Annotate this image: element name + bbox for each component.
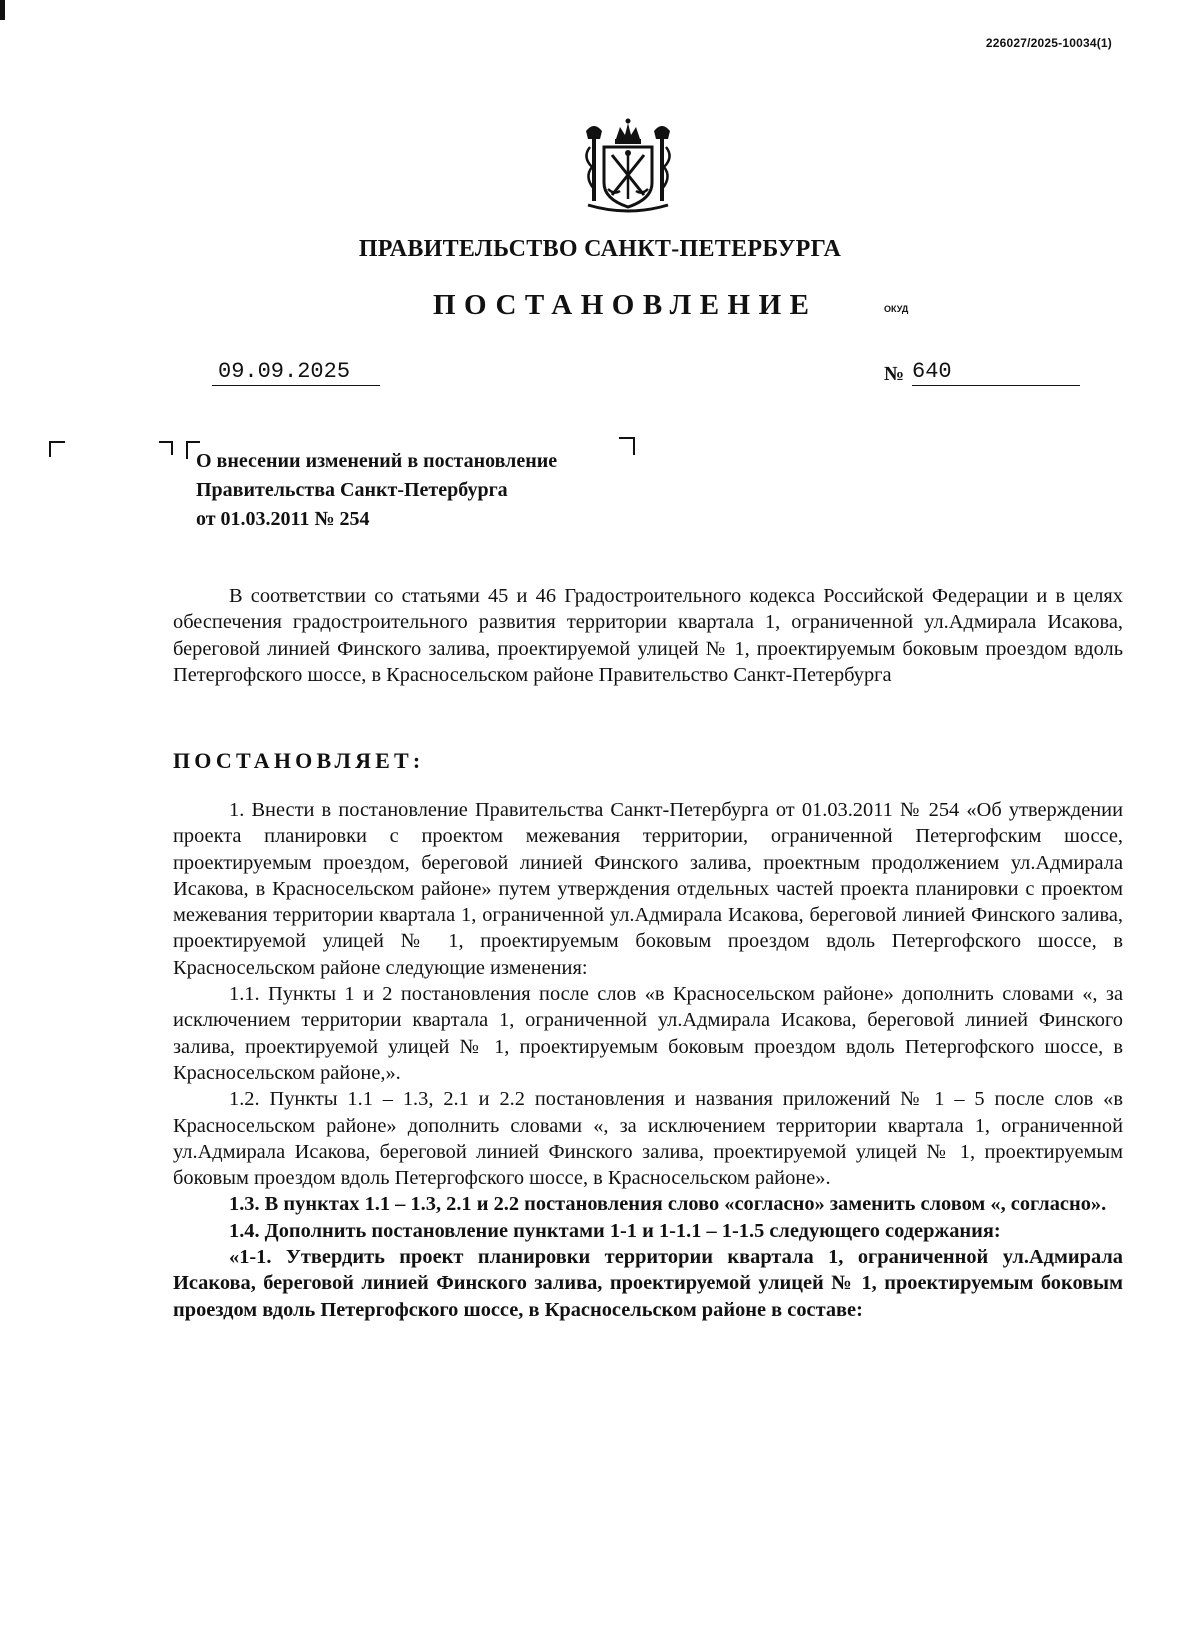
heading-line-3: от 01.03.2011 № 254 bbox=[196, 508, 370, 530]
organization-title: ПРАВИТЕЛЬСТВО САНКТ-ПЕТЕРБУРГА bbox=[358, 236, 842, 262]
document-type: ПОСТАНОВЛЕНИЕ bbox=[433, 289, 818, 321]
paragraph-1-4: 1.4. Дополнить постановление пунктами 1-1 и 1-1.1 – 1-1.5 следующего содержания: bbox=[229, 1219, 1001, 1242]
margin-corner-mark bbox=[49, 441, 65, 457]
heading-left-bracket bbox=[159, 441, 173, 455]
coat-of-arms-icon bbox=[578, 117, 678, 217]
document-date: 09.09.2025 bbox=[212, 359, 380, 386]
registration-number: 226027/2025-10034(1) bbox=[985, 36, 1112, 50]
paragraph-1-1: 1.1. Пункты 1 и 2 постановления после слов «в Красносельском районе» дополнить словами «, за исключением территории квартала 1, ограниченной ул.Адмирала Исакова, береговой линией Финского залива, проектируемой улицей № 1, проектируемым боковым проездом вдоль Петергофского шоссе, в Красносельском районе,». bbox=[173, 983, 1123, 1084]
decree-word: ПОСТАНОВЛЯЕТ: bbox=[173, 748, 425, 773]
paragraph-1-1-new: «1-1. Утвердить проект планировки территории квартала 1, ограниченной ул.Адмирала Исакова, береговой линией Финского залива, проектируемой улицей № 1, проектируемым боковым проездом вдоль Петергофского шоссе, в Красносельском районе в составе: bbox=[173, 1246, 1123, 1321]
preamble-block bbox=[173, 583, 1123, 688]
document-heading bbox=[196, 447, 557, 534]
preamble: В соответствии со статьями 45 и 46 Градостроительного кодекса Российской Федерации и в целях обеспечения градостроительного развития территории квартала 1, ограниченной ул.Адмирала Исакова, береговой линией Финского залива, проектируемой улицей № 1, проектируемым боковым проездом вдоль Петергофского шоссе, в Красносельском районе Правительство Санкт-Петербурга bbox=[173, 585, 1123, 686]
document-number: 640 bbox=[912, 359, 1080, 386]
scan-edge-mark bbox=[0, 0, 5, 20]
heading-line-1: О внесении изменений в постановление bbox=[196, 450, 558, 472]
number-sign: № bbox=[884, 363, 905, 385]
paragraph-1-2: 1.2. Пункты 1.1 – 1.3, 2.1 и 2.2 постановления и названия приложений № 1 – 5 после слов «в Красносельском районе» дополнить словами «, за исключением территории квартала 1, ограниченной ул.Адмирала Исакова, береговой линией Финского залива, проектируемой улицей № 1, проектируемым боковым проездом вдоль Петергофского шоссе, в Красносельском районе». bbox=[173, 1088, 1123, 1190]
okud-label: ОКУД bbox=[884, 304, 909, 314]
paragraph-1-3: 1.3. В пунктах 1.1 – 1.3, 2.1 и 2.2 постановления слово «согласно» заменить словом «, согласно». bbox=[229, 1193, 1107, 1216]
paragraph-1: 1. Внести в постановление Правительства Санкт-Петербурга от 01.03.2011 № 254 «Об утверждении проекта планировки с проектом межевания территории, ограниченной Петергофским шоссе, проектируемым проездом, береговой линией Финского залива, проектным продолжением ул.Адмирала Исакова, в Красносельском районе» путем утверждения отдельных частей проекта планировки с проектом межевания территории квартала 1, ограниченной ул.Адмирала Исакова, береговой линией Финского залива, проектируемой улицей № 1, проектируемым боковым проездом вдоль Петергофского шоссе, в Красносельском районе следующие изменения: bbox=[173, 799, 1123, 979]
heading-right-bracket bbox=[619, 437, 635, 455]
heading-line-2: Правительства Санкт-Петербурга bbox=[196, 479, 508, 501]
decree-body bbox=[173, 797, 1123, 1323]
